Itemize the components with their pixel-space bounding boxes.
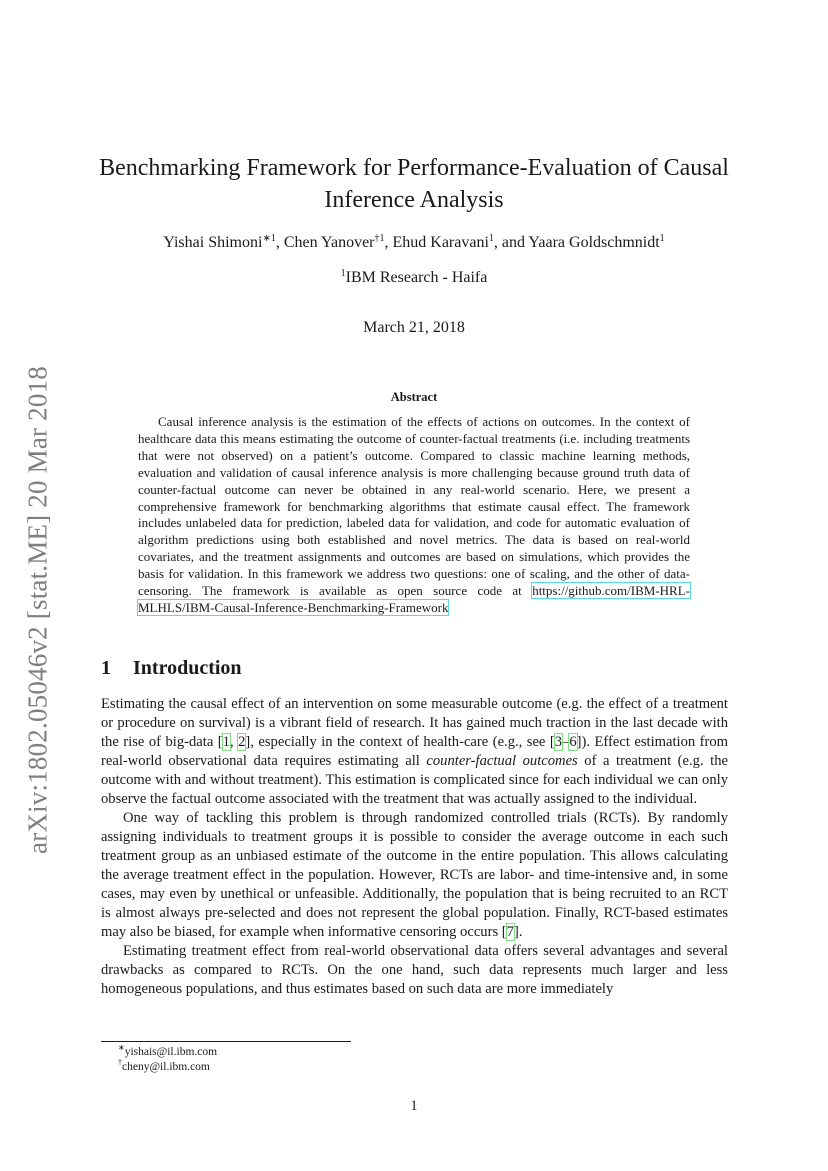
footnote bbox=[118, 1060, 217, 1075]
author-separator: , and bbox=[493, 234, 529, 251]
paragraph: Estimating treatment effect from real-world observational data offers several advantages and several drawbacks as compared to RCTs. On the one hand, such data represents much larger and less homogeneous populations, and thus estimates based on such data are more immediately bbox=[101, 943, 728, 997]
arxiv-identifier-text: arXiv:1802.05046v2 [stat.ME] 20 Mar 2018 bbox=[22, 366, 53, 854]
citation-link[interactable]: 6 bbox=[569, 734, 577, 750]
footnote-mark: † bbox=[118, 1058, 122, 1067]
paragraph: Estimating the causal effect of an intervention on some measurable outcome (e.g. the effect of a treatment or procedure on survival) is a vibrant field of research. It has gained much traction in the last decade with the rise of big-data [1, 2], especially in the context of health-care (e.g., see [3–6]). Effect estimation from real-world observational data requires estimating all counter-factual outcomes of a treatment (e.g. the outcome with and without treatment). This estimation is complicated since for each individual we can only observe the factual outcome associated with the treatment that was actually assigned to the individual. bbox=[101, 696, 729, 807]
paragraph-text: Estimating the causal effect of an intervention on some measurable outcome (e.g. the effect of a treatment or procedure on survival) is a vibrant field of research. It has gained much traction in the last decade with the rise of big-data bbox=[101, 696, 728, 750]
paragraph-text: One way of tackling this problem is through randomized controlled trials (RCTs). By randomly assigning individuals to treatment groups it is possible to consider the average outcome in each such treatment group as an unbiased estimate of the outcome in the entire population. This allows calculating the average treatment effect in the population. However, RCTs are labor- and time-intensive and, in some cases, may even by unethical or unfeasible. Additionally, the population that is being recruited to an RCT is almost always pre-selected and does not represent the global population. Finally, RCT-based estimates may also be biased, for example when informative censoring occurs bbox=[101, 810, 728, 940]
affiliation-text: IBM Research - Haifa bbox=[345, 269, 488, 286]
page-number: 1 bbox=[410, 1098, 418, 1114]
author-mark: ∗1 bbox=[262, 233, 276, 244]
paragraph: One way of tackling this problem is through randomized controlled trials (RCTs). By randomly assigning individuals to treatment groups it is possible to consider the average outcome in each such treatment group as an unbiased estimate of the outcome in the entire population. This allows calculating the average treatment effect in the population. However, RCTs are labor- and time-intensive and, in some cases, may even by unethical or unfeasible. Additionally, the population that is being recruited to an RCT is almost always pre-selected and does not represent the global population. Finally, RCT-based estimates may also be biased, for example when informative censoring occurs [7]. bbox=[101, 810, 728, 940]
paper-date: March 21, 2018 bbox=[363, 319, 465, 336]
section-heading bbox=[101, 655, 242, 681]
author-separator: , bbox=[275, 234, 284, 251]
repository-link[interactable]: https://github.com/IBM-HRL-MLHLS/IBM-Causal-Inference-Benchmarking-Framework bbox=[138, 583, 690, 615]
author-mark: 1 bbox=[659, 233, 665, 244]
footnote-rule bbox=[101, 1041, 351, 1042]
author-name: Chen Yanover bbox=[283, 234, 375, 251]
paragraph-text: ]). Effect estimation from real-world observational data requires estimating all bbox=[101, 734, 729, 769]
author-separator: , bbox=[384, 234, 393, 251]
author-name: Ehud Karavani bbox=[392, 234, 489, 251]
section-number: 1 bbox=[101, 657, 111, 679]
citation-link[interactable]: 3 bbox=[554, 734, 563, 750]
affiliation-mark: 1 bbox=[340, 268, 346, 279]
citation-link[interactable]: 7 bbox=[506, 924, 514, 940]
paragraph-text: , bbox=[229, 734, 239, 750]
author-list bbox=[80, 233, 748, 253]
section-title: Introduction bbox=[133, 657, 242, 679]
citation-link[interactable]: 1 bbox=[222, 734, 230, 750]
abstract-heading: Abstract bbox=[390, 390, 438, 404]
author-name: Yishai Shimoni bbox=[163, 234, 263, 251]
paragraph-text: . bbox=[518, 924, 523, 940]
footnotes bbox=[118, 1045, 217, 1075]
author-mark: 1 bbox=[488, 233, 494, 244]
footnote-email: cheny@il.ibm.com bbox=[122, 1061, 210, 1073]
author-mark: †1 bbox=[374, 233, 385, 244]
paragraph-text: of a treatment (e.g. the outcome with and without treatment). This estimation is complicated since for each individual we can only observe the factual outcome associated with the treatment that was actually assigned to the individual. bbox=[101, 753, 728, 807]
footnote-email: yishais@il.ibm.com bbox=[124, 1046, 218, 1058]
paper-title: Benchmarking Framework for Performance-Evaluation of Causal Inference Analysis bbox=[99, 155, 729, 213]
emphasized-term: counter-factual outcomes bbox=[426, 753, 578, 769]
paragraph-text: ], especially in the context of health-care (e.g., see bbox=[245, 734, 550, 750]
paragraph-text: – bbox=[562, 734, 570, 750]
abstract-text: Causal inference analysis is the estimation of the effects of actions on outcomes. In the context of healthcare data this means estimating the outcome of counter-factual treatments (i.e. including treatments that were not observed) on a patient’s outcome. Compared to classic machine learning methods, evaluation and validation of causal inference analysis is more challenging because ground truth data of counter-factual outcome can never be obtained in any real-world scenario. Here, we present a comprehensive framework for benchmarking algorithms that estimate causal effect. The framework includes unlabeled data for prediction, labeled data for validation, and code for automatic evaluation of algorithm predictions using both established and novel metrics. The data is based on real-world covariates, and the treatment assignments and outcomes are based on simulations, which provides the basis for validation. In this framework we address two questions: one of scaling, and the other of data-censoring. The framework is available as open source code at bbox=[138, 414, 690, 599]
footnote bbox=[118, 1045, 217, 1060]
footnote-mark: ∗ bbox=[118, 1043, 125, 1052]
introduction-body bbox=[101, 695, 728, 999]
author-name: Yaara Goldschmnidt bbox=[528, 234, 660, 251]
abstract-body bbox=[138, 414, 690, 617]
affiliation bbox=[80, 268, 748, 288]
citation-link[interactable]: 2 bbox=[238, 734, 246, 750]
